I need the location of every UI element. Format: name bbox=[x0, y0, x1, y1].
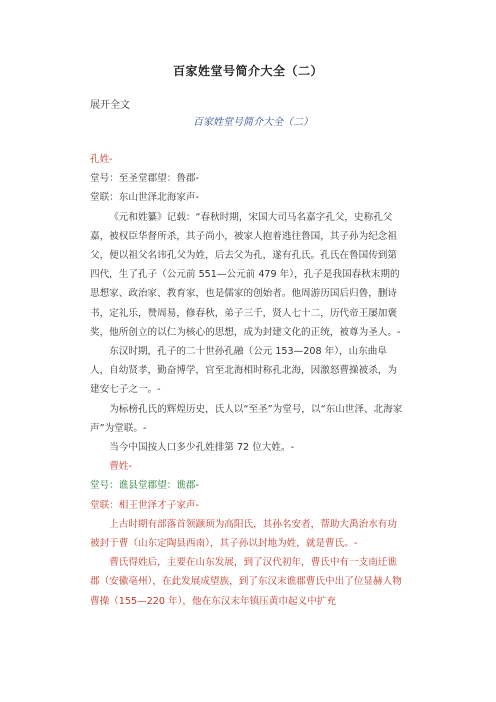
document-subtitle: 百家姓堂号简介大全（二） bbox=[193, 117, 313, 128]
section-heading-kong: 孔姓- bbox=[90, 154, 113, 165]
cao-tanglian: 堂联：相王世泽才子家声- bbox=[90, 499, 199, 511]
cao-tanghao: 堂号：谯县堂郡望：谯郡- bbox=[90, 480, 199, 492]
kong-paragraph-tanghao: 为标榜孔氏的辉煌历史，氏人以“至圣”为堂号，以“东山世泽、北海家声”为堂联。- bbox=[90, 403, 403, 434]
article-body bbox=[90, 150, 406, 611]
section-heading-cao: 曹姓- bbox=[109, 461, 132, 473]
kong-paragraph-kongrong: 东汉时期，孔子的二十世孙孔融（公元 153—208 年），山东曲阜人，自幼贤孝，勤奋博学，官至北海相时称孔北海，因激怒曹操被杀，为建安七子之一。- bbox=[90, 346, 397, 396]
kong-tanglian: 堂联：东山世泽北海家声- bbox=[90, 192, 199, 204]
kong-paragraph-rank: 当今中国按人口多少孔姓排第 72 位大姓。- bbox=[109, 442, 295, 454]
cao-paragraph-origin: 上古时期有部落首领颛顼为高阳氏，其孙名安者，帮助大禹治水有功被封于曹（山东定陶县西南），其子孙以封地为姓，就是曹氏。- bbox=[90, 518, 397, 550]
expand-full-text-link[interactable]: 展开全文 bbox=[90, 100, 130, 111]
page-title: 百家姓堂号简介大全（二） bbox=[172, 64, 323, 78]
cao-paragraph-history: 曹氏得姓后，主要在山东发展，到了汉代初年，曹氏中有一支南迁谯郡（安徽亳州），在此发展成望族，到了东汉末谯郡曹氏中出了位显赫人物曹操（155—220 年），他在东汉末年镇压黄巾起义中扩充 bbox=[90, 557, 402, 607]
kong-paragraph-origin: 《元和姓纂》记载：“春秋时期，宋国大司马名嘉字孔父，史称孔父嘉，被权臣华督所杀，其子尚小，被家人抱着逃往鲁国，其子孙为纪念祖父，便以祖父名讳孔父为姓，后去父为孔，遂有孔氏。孔氏在鲁国传到第四代，生了孔子（公元前 551—公元前 479 年），孔子是我国春秋末期的思想家、政治家、教育家，也是儒家的创始者。他周游历国后归鲁，删诗书，定礼乐，赞周易，修春秋，弟子三千，贤人七十二，历代帝王屡加褒奖，他所创立的以仁为核心的思想，成为封建文化的正统，被尊为圣人。- bbox=[90, 211, 401, 338]
kong-tanghao: 堂号：至圣堂郡望：鲁郡- bbox=[90, 173, 199, 185]
